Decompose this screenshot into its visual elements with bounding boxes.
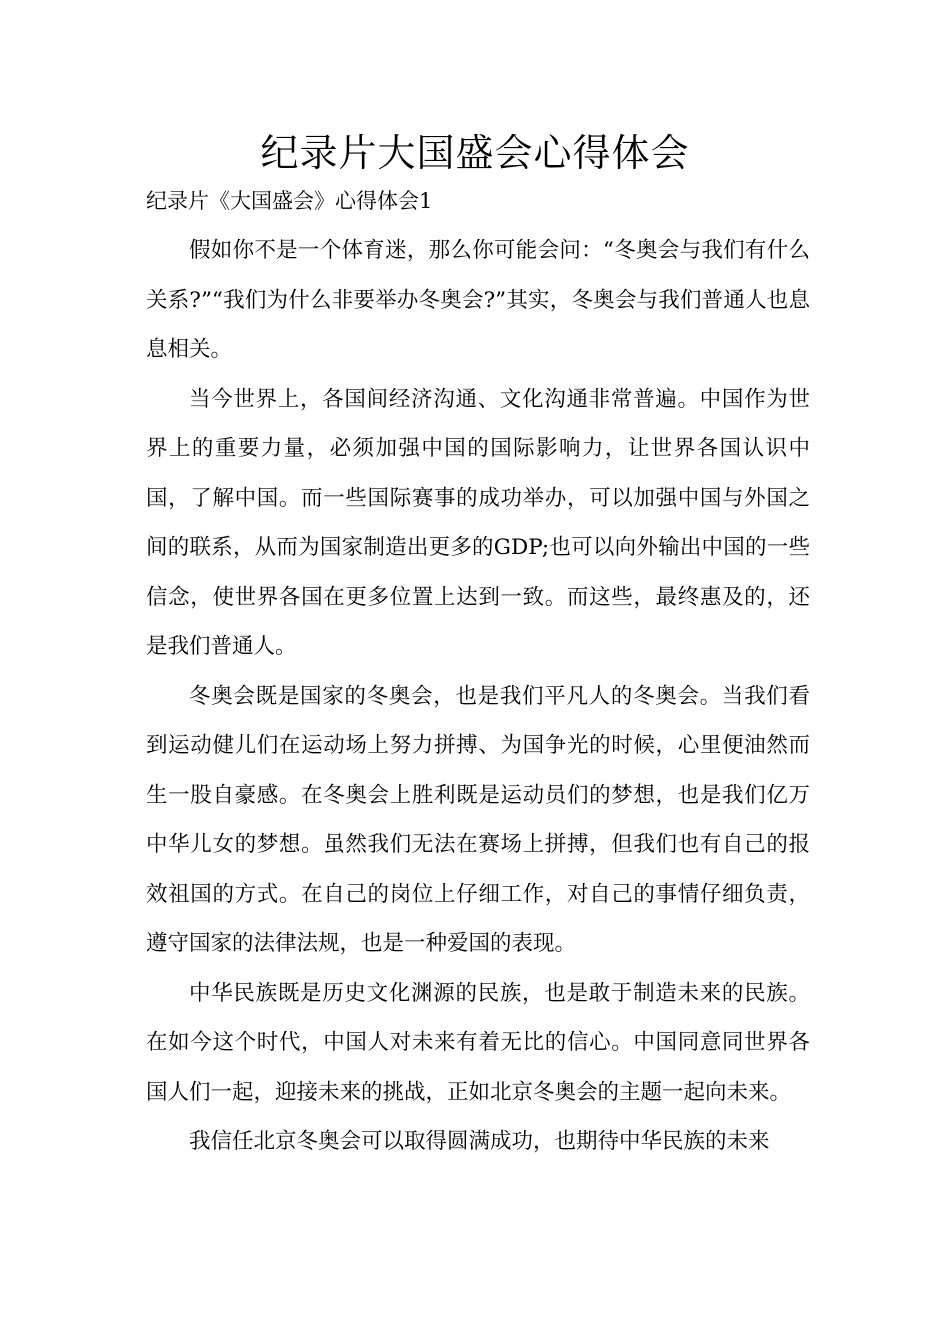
paragraph: 假如你不是一个体育迷，那么你可能会问：“冬奥会与我们有什么关系?”“我们为什么非要举办冬奥会?”其实，冬奥会与我们普通人也息息相关。 <box>146 238 810 362</box>
paragraph: 我信任北京冬奥会可以取得圆满成功，也期待中华民族的未来 <box>189 1129 770 1154</box>
document-subtitle: 纪录片《大国盛会》心得体会1 <box>146 189 433 213</box>
paragraph: 中华民族既是历史文化渊源的民族，也是敢于制造未来的民族。在如今这个时代，中国人对未来有着无比的信心。中国同意同世界各国人们一起，迎接未来的挑战，正如北京冬奥会的主题一起向未来。 <box>146 980 810 1105</box>
document-body <box>146 226 810 1167</box>
paragraph: 冬奥会既是国家的冬奥会，也是我们平凡人的冬奥会。当我们看到运动健儿们在运动场上努力拼搏、为国争光的时候，心里便油然而生一股自豪感。在冬奥会上胜利既是运动员们的梦想，也是我们亿万中华儿女的梦想。虽然我们无法在赛场上拼搏，但我们也有自己的报效祖国的方式。在自己的岗位上仔细工作，对自己的事情仔细负责，遵守国家的法律法规，也是一种爱国的表现。 <box>146 683 810 956</box>
document-title: 纪录片大国盛会心得体会 <box>260 131 690 175</box>
paragraph: 当今世界上，各国间经济沟通、文化沟通非常普遍。中国作为世界上的重要力量，必须加强中国的国际影响力，让世界各国认识中国，了解中国。而一些国际赛事的成功举办，可以加强中国与外国之间的联系，从而为国家制造出更多的GDP;也可以向外输出中国的一些信念，使世界各国在更多位置上达到一致。而这些，最终惠及的，还是我们普通人。 <box>146 386 810 659</box>
